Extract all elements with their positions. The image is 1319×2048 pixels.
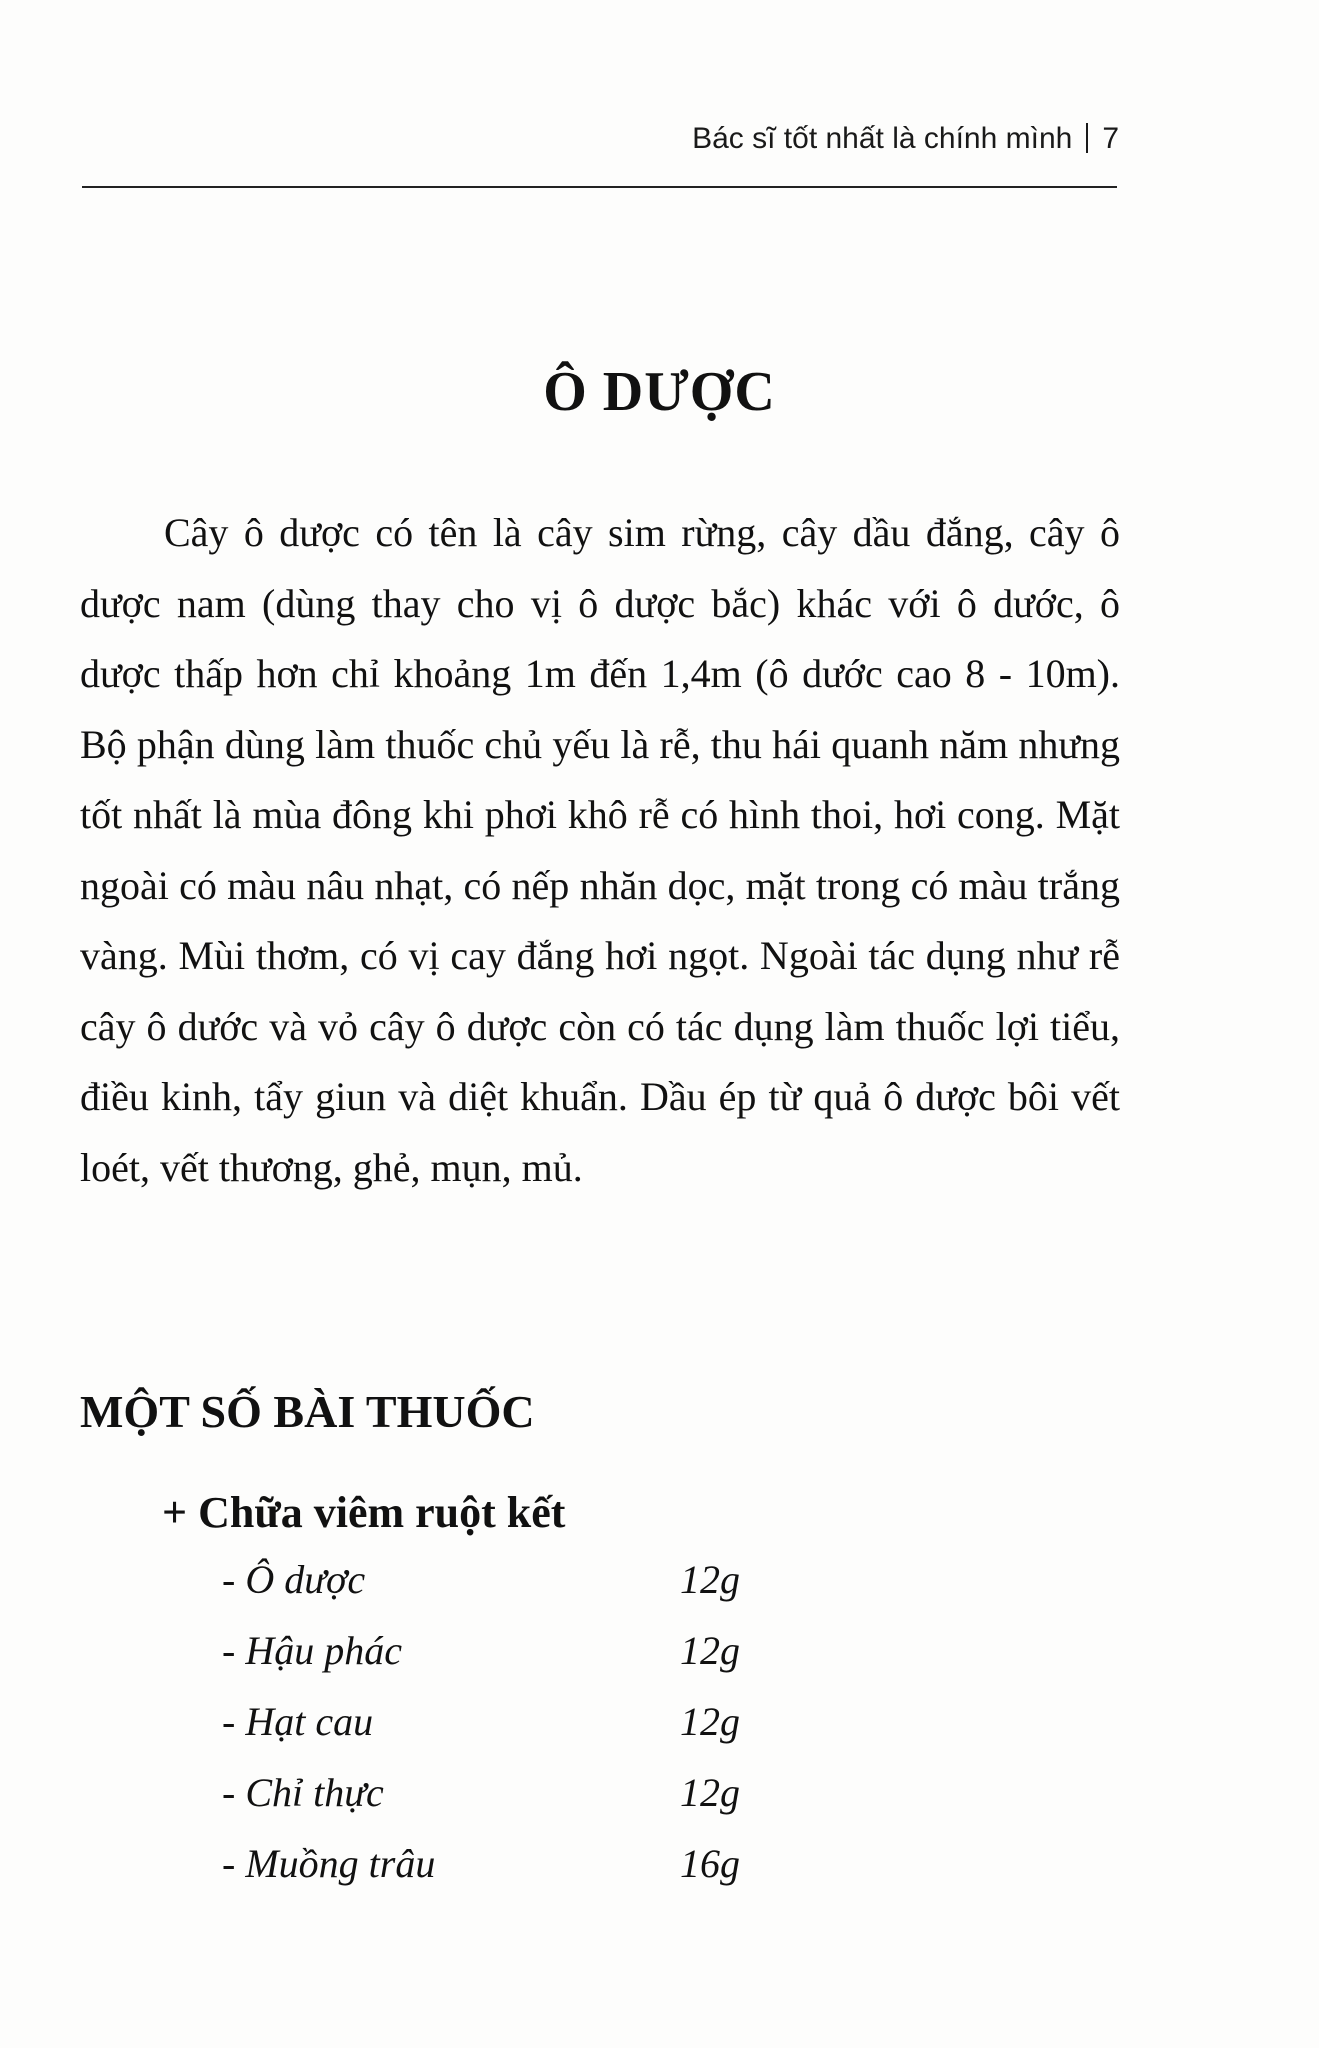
ingredient-amount: 12g [680, 1699, 740, 1744]
body-paragraph: Cây ô dược có tên là cây sim rừng, cây dầu đắng, cây ô dược nam (dùng thay cho vị ô dược bắc) khác với ô dước, ô dược thấp hơn chỉ khoảng 1m đến 1,4m (ô dước cao 8 - 10m). Bộ phận dùng làm thuốc chủ yếu là rễ, thu hái quanh năm nhưng tốt nhất là mùa đông khi phơi khô rễ có hình thoi, hơi cong. Mặt ngoài có màu nâu nhạt, có nếp nhăn dọc, mặt trong có màu trắng vàng. Mùi thơm, có vị cay đắng hơi ngọt. Ngoài tác dụng như rễ cây ô dước và vỏ cây ô dược còn có tác dụng làm thuốc lợi tiểu, điều kinh, tẩy giun và diệt khuẩn. Dầu ép từ quả ô dược bôi vết loét, vết thương, ghẻ, mụn, mủ. [80, 510, 1120, 1190]
ingredient-row [222, 1840, 822, 1911]
page-number: 7 [1102, 122, 1119, 155]
section-title: MỘT SỐ BÀI THUỐC [80, 1386, 535, 1437]
ingredient-amount: 12g [680, 1770, 740, 1815]
ingredient-row [222, 1556, 822, 1627]
running-header [692, 122, 1119, 156]
ingredient-amount: 12g [680, 1628, 740, 1673]
ingredient-name: - Chỉ thực [222, 1770, 384, 1815]
ingredient-list [222, 1556, 822, 1911]
ingredient-name: - Hạt cau [222, 1699, 374, 1744]
ingredient-amount: 12g [680, 1557, 740, 1602]
ingredient-name: - Hậu phác [222, 1628, 402, 1673]
header-rule [82, 186, 1117, 188]
book-title: Bác sĩ tốt nhất là chính mình [692, 122, 1073, 155]
header-separator [1086, 123, 1088, 153]
remedy-title: + Chữa viêm ruột kết [162, 1488, 566, 1537]
ingredient-row [222, 1769, 822, 1840]
ingredient-name: - Muồng trâu [222, 1841, 436, 1886]
ingredient-amount: 16g [680, 1841, 740, 1886]
ingredient-row [222, 1698, 822, 1769]
chapter-title: Ô DƯỢC [543, 361, 776, 423]
ingredient-name: - Ô dược [222, 1557, 366, 1602]
ingredient-row [222, 1627, 822, 1698]
